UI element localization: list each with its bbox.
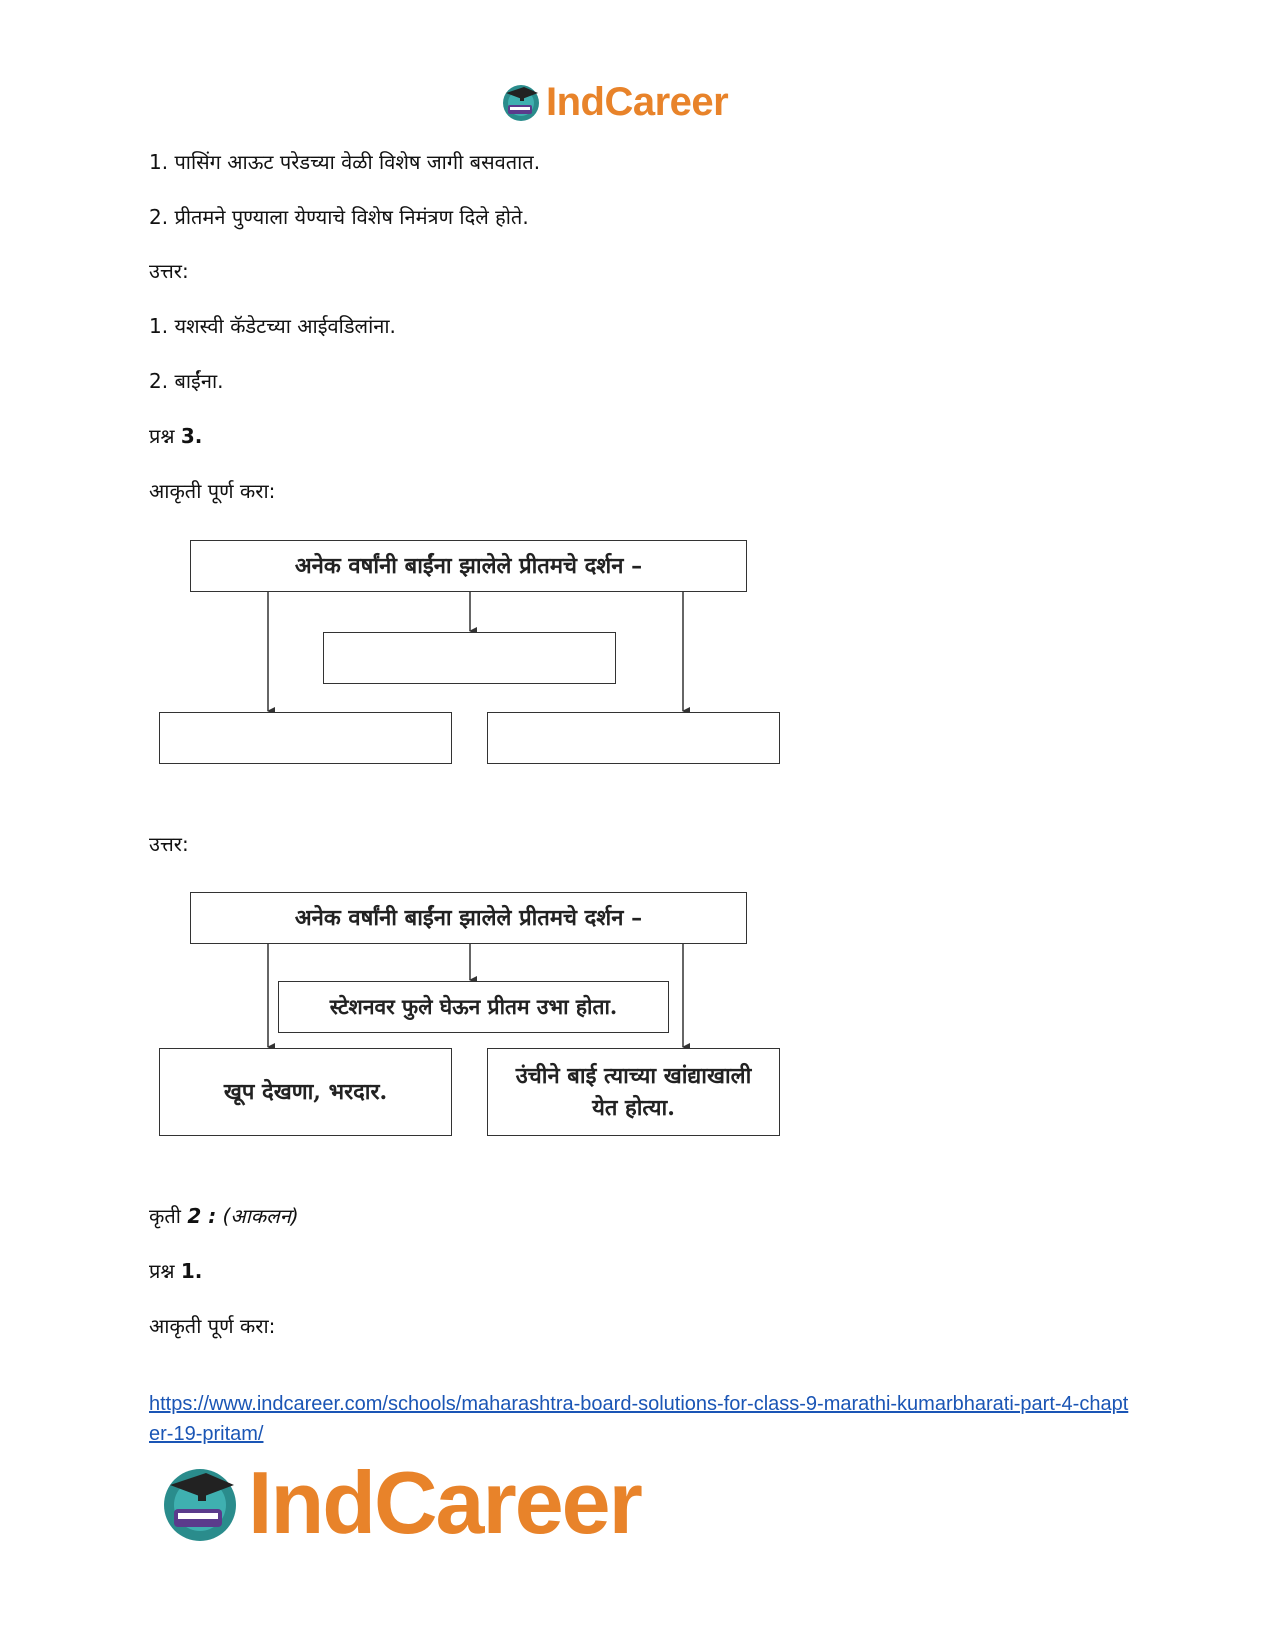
- section-heading: कृती 2 : (आकलन): [149, 1204, 299, 1228]
- logo-text: IndCareer: [546, 79, 729, 124]
- logo-text: IndCareer: [248, 1453, 641, 1552]
- diagram-right-box: उंचीने बाई त्याच्या खांद्याखाली येत होत्या.: [487, 1048, 780, 1136]
- diagram-middle-box: [323, 632, 616, 684]
- text-line: 2. प्रीतमने पुण्याला येण्याचे विशेष निमंत्रण दिले होते.: [149, 205, 529, 229]
- header-logo: [500, 78, 728, 126]
- question-heading: प्रश्न 1.: [149, 1259, 203, 1283]
- diagram-title-box: अनेक वर्षांनी बाईंना झालेले प्रीतमचे दर्शन –: [190, 540, 747, 592]
- graduation-cap-book-globe-icon: [158, 1461, 242, 1545]
- graduation-cap-book-globe-icon: [500, 81, 542, 123]
- diagram-left-box: [159, 712, 452, 764]
- question-heading: प्रश्न 3.: [149, 424, 203, 448]
- footer-logo: [158, 1453, 641, 1552]
- source-link[interactable]: https://www.indcareer.com/schools/maharashtra-board-solutions-for-class-9-marathi-kumarbharati-part-4-chapter-19-pritam/: [149, 1393, 1129, 1445]
- instruction-text: आकृती पूर्ण करा:: [149, 1314, 276, 1338]
- answer-label: उत्तर:: [149, 259, 189, 283]
- answer-label: उत्तर:: [149, 832, 189, 856]
- diagram-middle-box: स्टेशनवर फुले घेऊन प्रीतम उभा होता.: [278, 981, 669, 1033]
- diagram-title-box: अनेक वर्षांनी बाईंना झालेले प्रीतमचे दर्शन –: [190, 892, 747, 944]
- question-diagram: [155, 540, 795, 770]
- instruction-text: आकृती पूर्ण करा:: [149, 479, 276, 503]
- diagram-left-box: खूप देखणा, भरदार.: [159, 1048, 452, 1136]
- text-line: 2. बाईंना.: [149, 369, 224, 393]
- text-line: 1. यशस्वी कॅडेटच्या आईवडिलांना.: [149, 314, 396, 338]
- text-line: 1. पासिंग आऊट परेडच्या वेळी विशेष जागी बसवतात.: [149, 150, 541, 174]
- answer-diagram: [155, 892, 795, 1142]
- diagram-right-box: [487, 712, 780, 764]
